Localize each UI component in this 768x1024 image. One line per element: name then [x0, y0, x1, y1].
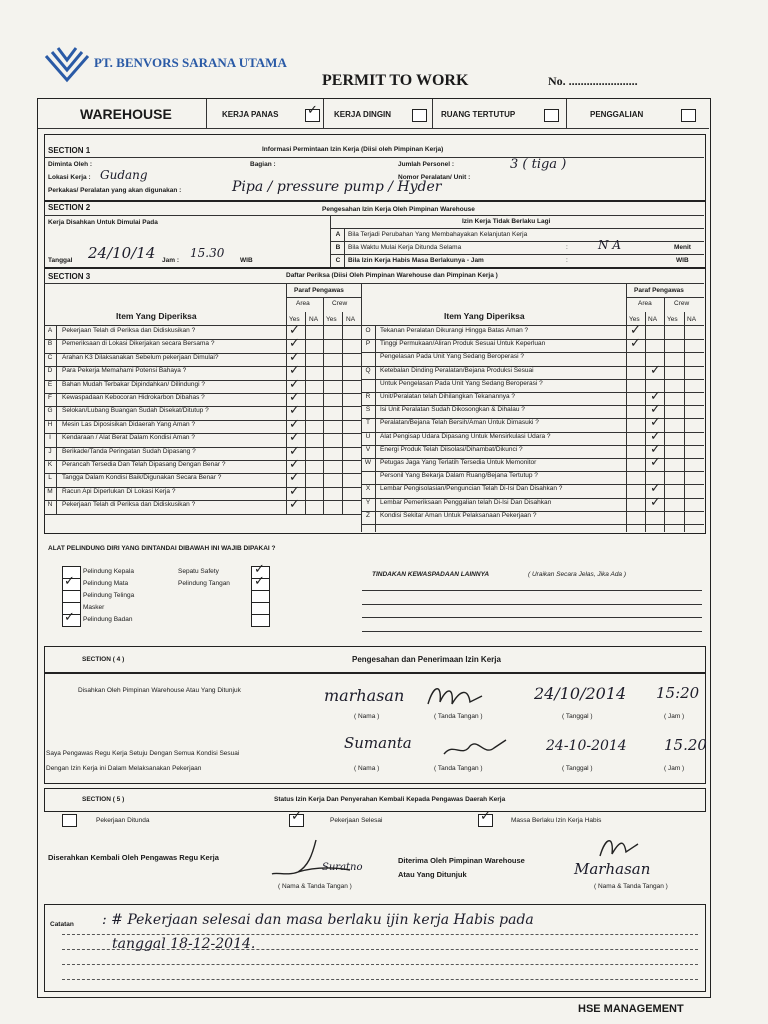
cond-c-key: C	[335, 257, 341, 264]
check-icon: ✓	[289, 336, 300, 352]
left-item-text: Para Pekerja Memahami Potensi Bahaya ?	[62, 367, 187, 375]
right-na-area: NA	[648, 316, 658, 323]
check-icon: ✓	[254, 562, 265, 577]
row2-jam-value: 15.20	[664, 736, 707, 754]
left-area-yes-cell[interactable]	[287, 391, 305, 404]
row2-tanda-caption: ( Tanda Tangan )	[434, 765, 483, 772]
check-icon: ✓	[289, 443, 300, 459]
type-kerja-dingin-label: KERJA DINGIN	[334, 110, 392, 119]
right-item-text: Personil Yang Bekarja Dalam Ruang/Bejana Tertutup ?	[380, 472, 538, 480]
setuju-label-2: Dengan Izin Kerja ini Dalam Melaksanakan Pekerjaan	[46, 765, 202, 772]
bagian-label: Bagian :	[250, 161, 276, 168]
check-icon: ✓	[650, 415, 661, 431]
right-item-key: X	[365, 485, 371, 493]
check-icon: ✓	[289, 430, 300, 446]
left-item-text: Arahan K3 Dilaksanakan Sebelum pekerjaan Dimulai?	[62, 353, 219, 361]
left-item-key: M	[47, 487, 53, 495]
check-icon: ✓	[254, 574, 265, 589]
left-item-text: Bahan Mudah Terbakar Dipindahkan/ Dilindungi ?	[62, 380, 205, 388]
status-ditunda-label: Pekerjaan Ditunda	[96, 817, 150, 824]
left-yes-area: Yes	[289, 316, 300, 323]
wib-label: WIB	[240, 257, 253, 264]
cond-b-value: N A	[598, 238, 621, 252]
right-item-text: Lembar Pemeriksaan Penggalian telah Di-Isi Dan Disahkan	[380, 498, 552, 506]
permit-number: No. .......................	[548, 74, 638, 88]
check-icon: ✓	[650, 402, 661, 418]
right-item-text: Pengelasan Pada Unit Yang Sedang Beroperasi ?	[380, 353, 524, 361]
type-ruang-tertutup-label: RUANG TERTUTUP	[441, 110, 516, 119]
apd-title: ALAT PELINDUNG DIRI YANG DINTANDAI DIBAWAH INI WAJIB DIPAKAI ?	[48, 545, 276, 552]
status-selesai-label: Pekerjaan Selesai	[330, 817, 383, 824]
tidak-berlaku-title: Izin Kerja Tidak Berlaku Lagi	[462, 218, 551, 225]
jumlah-value: 3 ( tiga )	[510, 157, 567, 172]
left-area-header: Area	[296, 300, 310, 307]
left-item-text: Berikade/Tanda Peringatan Sudah Dipasang ?	[62, 447, 196, 455]
cond-a-key: A	[335, 231, 341, 238]
row2-nama-caption: ( Nama )	[354, 765, 380, 772]
right-item-text: Petugas Jaga Yang Terlatih Tersedia Untuk Memonitor	[380, 459, 537, 466]
right-item-key: V	[365, 445, 371, 453]
section3-title: SECTION 3	[48, 272, 91, 281]
right-item-key: T	[366, 419, 370, 427]
right-item-text: Untuk Pengelasan Pada Unit Yang Sedang Beroperasi ?	[380, 379, 543, 387]
left-area-yes-cell[interactable]	[287, 485, 305, 498]
right-item-text: Tinggi Permukaan/Aliran Produk Sesuai Untuk Keperluan	[380, 340, 546, 348]
left-item-text: Pekerjaan Telah di Periksa dan Didiskusikan ?	[62, 501, 196, 509]
diterima-name: Marhasan	[574, 860, 651, 878]
row1-tanggal-value: 24/10/2014	[534, 684, 627, 703]
section1-subtitle: Informasi Permintaan Izin Kerja (Diisi oleh Pimpinan Kerja)	[262, 146, 444, 153]
row1-jam-value: 15:20	[656, 684, 700, 702]
check-icon: ✓	[289, 470, 300, 486]
right-item-key: Z	[366, 511, 370, 519]
tanggal-label: Tanggal	[48, 257, 73, 264]
tindakan-note: ( Uraikan Secara Jelas, Jika Ada )	[528, 571, 627, 578]
company-logo	[44, 40, 90, 84]
check-icon: ✓	[650, 481, 661, 497]
check-icon: ✓	[650, 389, 661, 404]
left-area-yes-cell[interactable]	[287, 378, 305, 391]
footer-label: HSE MANAGEMENT	[578, 1003, 684, 1015]
apd-empty-checkbox[interactable]	[251, 614, 270, 627]
row1-signature-icon	[424, 682, 488, 710]
type-kerja-panas-label: KERJA PANAS	[222, 110, 279, 119]
check-icon: ✓	[630, 323, 641, 338]
catatan-line-2: tanggal 18-12-2014.	[112, 936, 256, 952]
apd-left-label: Pelindung Kepala	[83, 568, 134, 575]
right-item-key: S	[365, 406, 371, 414]
check-icon: ✓	[289, 457, 300, 472]
right-item-key: O	[365, 327, 371, 334]
left-item-key: J	[48, 447, 52, 455]
check-icon: ✓	[630, 336, 641, 352]
right-item-text: Ketebalan Dinding Peralatan/Bejana Produksi Sesuai	[380, 366, 534, 374]
row1-nama-caption: ( Nama )	[354, 713, 380, 720]
left-item-text: Perancah Tersedia Dan Telah Dipasang Dengan Benar ?	[62, 461, 226, 468]
apd-mid-label: Pelindung Tangan	[178, 580, 230, 587]
row1-tanggal-caption: ( Tanggal )	[562, 713, 593, 720]
diterima-label-1: Diterima Oleh Pimpinan Warehouse	[398, 856, 525, 865]
diserahkan-label: Diserahkan Kembali Oleh Pengawas Regu Kerja	[48, 853, 219, 862]
left-item-text: Kewaspadaan Kebocoran Hidrokarbon Dibahas ?	[62, 394, 205, 401]
apd-left-label: Pelindung Telinga	[83, 592, 135, 599]
apd-left-label: Masker	[83, 604, 105, 611]
diterima-signature-icon	[594, 832, 644, 862]
check-icon: ✓	[289, 323, 300, 338]
lokasi-label: Lokasi Kerja :	[48, 174, 91, 181]
check-icon: ✓	[291, 809, 302, 824]
check-icon: ✓	[289, 363, 300, 379]
section4-subtitle: Pengesahan dan Penerimaan Izin Kerja	[352, 655, 501, 664]
check-icon: ✓	[650, 455, 661, 470]
check-icon: ✓	[289, 416, 300, 432]
left-area-yes-cell[interactable]	[287, 337, 305, 350]
check-icon: ✓	[480, 809, 491, 824]
check-icon: ✓	[307, 103, 318, 118]
right-item-key: P	[365, 340, 371, 348]
right-item-text: Lembar Pengisolasian/Pengunci​an Telah Di-Isi Dan Disahkan ?	[380, 485, 563, 493]
left-area-yes-cell[interactable]	[287, 418, 305, 431]
catatan-label: Catatan	[50, 921, 74, 928]
left-area-yes-cell[interactable]	[287, 498, 305, 511]
row1-jam-caption: ( Jam )	[664, 713, 685, 720]
right-item-header: Item Yang Diperiksa	[444, 311, 525, 321]
right-crew-header: Crew	[674, 300, 690, 307]
left-area-yes-cell[interactable]	[287, 404, 305, 417]
right-paraf-header: Paraf Pengawas	[634, 287, 684, 294]
left-area-yes-cell[interactable]	[287, 431, 305, 444]
right-yes-area: Yes	[629, 316, 640, 323]
left-item-text: Selokan/Lubang Buangan Sudah Disekat/Ditutup ?	[62, 407, 209, 415]
check-icon: ✓	[650, 362, 661, 378]
left-area-yes-cell[interactable]	[287, 458, 305, 471]
left-item-key: C	[47, 353, 53, 361]
row2-tanggal-caption: ( Tanggal )	[562, 765, 593, 772]
apd-left-label: Pelindung Mata	[83, 580, 129, 587]
section5-subtitle: Status Izin Kerja Dan Penyerahan Kembali Kepada Pengawas Daerah Kerja	[274, 796, 506, 803]
left-item-text: Mesin Las Diposisikan Didaerah Yang Aman ?	[62, 420, 196, 428]
left-item-key: K	[47, 461, 53, 468]
left-item-key: L	[48, 474, 52, 482]
diserahkan-signature-icon	[268, 836, 354, 880]
right-item-key: R	[365, 393, 371, 400]
check-icon: ✓	[289, 403, 300, 419]
left-area-yes-cell[interactable]	[287, 351, 305, 364]
cond-b-key: B	[335, 244, 341, 251]
jam-label: Jam :	[162, 257, 179, 264]
status-ditunda-checkbox[interactable]	[62, 814, 77, 827]
right-na-crew: NA	[687, 316, 697, 323]
cond-b-unit: Menit	[674, 244, 691, 251]
right-item-text: Kondisi Sekitar Aman Untuk Pelaksanaan Pekerjaan ?	[380, 511, 537, 519]
right-item-text: Energi Produk Telah Diisolasi/Dihambat/Dikunci ?	[380, 445, 523, 453]
type-kerja-dingin-checkbox[interactable]	[412, 109, 427, 122]
check-icon: ✓	[650, 494, 661, 510]
left-item-text: Pekerjaan Telah di Periksa dan Didiskusikan ?	[62, 327, 196, 334]
type-penggalian-label: PENGGALIAN	[590, 110, 644, 119]
tindakan-title: TINDAKAN KEWASPADAAN LAINNYA	[372, 571, 490, 578]
diserahkan-caption: ( Nama & Tanda Tangan )	[278, 883, 352, 890]
check-icon: ✓	[289, 376, 300, 392]
diterima-label-2: Atau Yang Ditunjuk	[398, 870, 467, 879]
row1-nama-value: marhasan	[324, 686, 405, 705]
check-icon: ✓	[650, 428, 661, 444]
perkakas-value: Pipa / pressure pump / Hyder	[232, 179, 442, 195]
lokasi-value: Gudang	[100, 168, 148, 182]
left-item-text: Racun Api Diperlukan Di Lokasi Kerja ?	[62, 487, 176, 495]
right-yes-crew: Yes	[667, 316, 678, 323]
left-item-key: F	[48, 394, 52, 401]
left-na-crew: NA	[346, 316, 356, 323]
row2-nama-value: Sumanta	[344, 734, 412, 752]
check-icon: ✓	[64, 610, 75, 625]
nomor-label: Nomor Peralatan/ Unit :	[398, 174, 471, 181]
left-item-key: G	[47, 407, 53, 415]
doc-title: PERMIT TO WORK	[322, 72, 469, 89]
left-item-key: E	[47, 380, 53, 388]
left-crew-header: Crew	[332, 300, 348, 307]
company-name: PT. BENVORS SARANA UTAMA	[94, 55, 287, 70]
check-icon: ✓	[289, 390, 300, 405]
right-item-text: Unit/Peralatan telah Dihilangkan Tekanannya ?	[380, 393, 516, 400]
setuju-label-1: Saya Pengawas Regu Kerja Setuju Dengan Semua Kondisi Sesuai	[46, 750, 240, 757]
left-item-key: N	[47, 501, 53, 509]
apd-mid-label: Sepatu Safety	[178, 568, 219, 575]
right-item-text: Alat Pengisap Udara Dipasang Untuk Mensirkulasi Udara ?	[380, 432, 551, 440]
left-yes-crew: Yes	[326, 316, 337, 323]
right-item-text: Isi Unit Peralatan Sudah Dikosongkan & Dihalau ?	[380, 406, 525, 414]
cond-a-text: Bila Terjadi Perubahan Yang Membahayakan Kelanjutan Kerja	[348, 231, 528, 238]
jam-value: 15.30	[190, 246, 225, 260]
left-item-text: Pemeriksaan di Lokasi Dikerjakan secara Bersama ?	[62, 340, 215, 348]
left-item-text: Kendaraan / Alat Berat Dalam Kondisi Aman ?	[62, 434, 195, 442]
location-label: WAREHOUSE	[80, 106, 172, 122]
perkakas-label: Perkakas/ Peralatan yang akan digunakan :	[48, 187, 182, 194]
jumlah-label: Jumlah Personel :	[398, 161, 454, 168]
left-item-key: I	[49, 434, 51, 442]
section2-title: SECTION 2	[48, 203, 91, 212]
section1-title: SECTION 1	[48, 146, 91, 155]
right-item-key: Q	[365, 366, 371, 374]
left-area-yes-cell[interactable]	[287, 471, 305, 484]
apd-left-label: Pelindung Badan	[83, 616, 133, 623]
check-icon: ✓	[289, 483, 300, 499]
check-icon: ✓	[289, 349, 300, 365]
check-icon: ✓	[64, 574, 75, 589]
section4-title: SECTION ( 4 )	[82, 656, 125, 663]
right-item-text: Tekanan Peralatan Dikurangi Hingga Batas Aman ?	[380, 327, 529, 334]
right-item-key: Y	[365, 498, 371, 506]
cond-c-unit: WIB	[676, 257, 689, 264]
right-area-header: Area	[638, 300, 652, 307]
diminta-label: Diminta Oleh :	[48, 161, 93, 168]
left-area-yes-cell[interactable]	[287, 364, 305, 377]
left-item-key: D	[47, 367, 53, 375]
section3-subtitle: Daftar Periksa (Diisi Oleh Pimpinan Warehouse dan Pimpinan Kerja )	[286, 272, 498, 279]
left-area-yes-cell[interactable]	[287, 445, 305, 458]
row2-tanggal-value: 24-10-2014	[546, 738, 627, 754]
left-item-key: B	[47, 340, 53, 348]
diserahkan-name: Suratno	[322, 862, 363, 873]
left-item-key: A	[47, 327, 53, 334]
right-item-key: U	[365, 432, 371, 440]
left-paraf-header: Paraf Pengawas	[294, 287, 344, 294]
tanggal-value: 24/10/14	[88, 244, 156, 262]
diterima-caption: ( Nama & Tanda Tangan )	[594, 883, 668, 890]
disahkan-pimpinan-label: Disahkan Oleh Pimpinan Warehouse Atau Yang Ditunjuk	[78, 687, 241, 694]
type-penggalian-checkbox[interactable]	[681, 109, 696, 122]
type-ruang-tertutup-checkbox[interactable]	[544, 109, 559, 122]
section5-title: SECTION ( 5 )	[82, 796, 125, 803]
status-habis-label: Massa Berlaku Izin Kerja Habis	[511, 817, 602, 824]
row1-tanda-caption: ( Tanda Tangan )	[434, 713, 483, 720]
right-item-text: Peralatan/Bejana Telah Bersih/Aman Untuk Dimasuki ?	[380, 419, 539, 427]
row2-jam-caption: ( Jam )	[664, 765, 685, 772]
left-item-header: Item Yang Diperiksa	[116, 311, 197, 321]
left-na-area: NA	[309, 316, 319, 323]
chevron-logo-icon	[44, 40, 90, 84]
cond-b-text: Bila Waktu Mulai Kerja Ditunda Selama	[348, 244, 462, 251]
left-area-yes-cell[interactable]	[287, 324, 305, 337]
check-icon: ✓	[650, 441, 661, 457]
cond-c-text: Bila Izin Kerja Habis Masa Berlakunya - Jam	[348, 257, 484, 264]
left-item-key: H	[47, 420, 53, 428]
row2-signature-icon	[440, 736, 510, 762]
catatan-line-1: : # Pekerjaan selesai dan masa berlaku ijin kerja Habis pada	[102, 912, 534, 928]
left-item-text: Tangga Dalam Kondisi Baik/Digunakan Secara Benar ?	[62, 474, 222, 482]
right-item-key: W	[364, 459, 372, 466]
check-icon: ✓	[289, 497, 300, 513]
section2-subtitle: Pengesahan Izin Kerja Oleh Pimpinan Warehouse	[322, 206, 475, 213]
disahkan-mulai-label: Kerja Disahkan Untuk Dimulai Pada	[48, 219, 158, 226]
